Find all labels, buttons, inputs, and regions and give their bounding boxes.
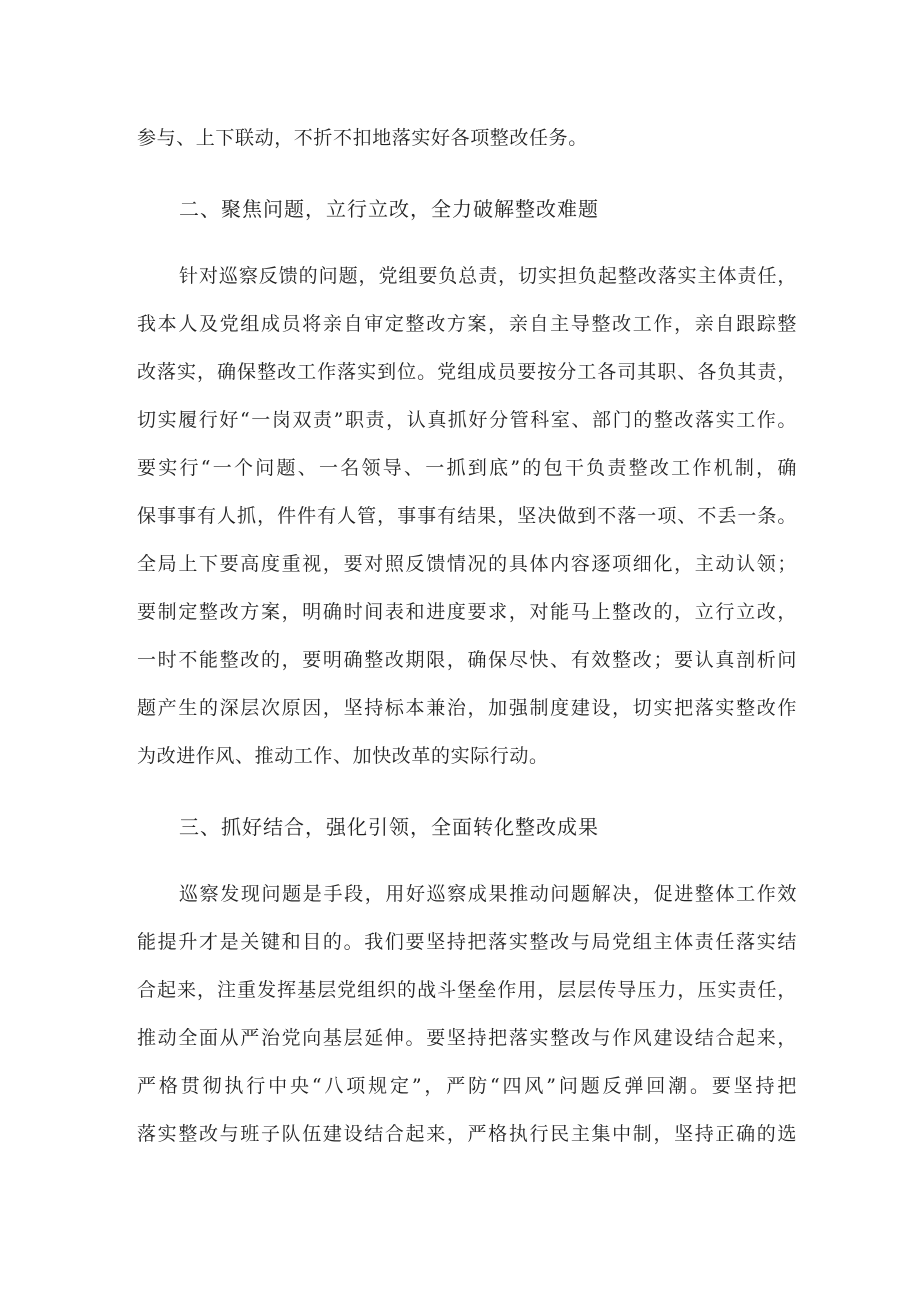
paragraph-line: 改落实，确保整改工作落实到位。党组成员要按分工各司其职、各负其责， — [137, 361, 797, 383]
paragraph-line: 参与、上下联动，不折不扣地落实好各项整改任务。 — [137, 127, 588, 149]
paragraph-line: 保事事有人抓，件件有人管，事事有结果，坚决做到不落一项、不丢一条。 — [137, 505, 797, 527]
paragraph-line: 能提升才是关键和目的。我们要坚持把落实整改与局党组主体责任落实结 — [137, 931, 797, 953]
paragraph-line: 我本人及党组成员将亲自审定整改方案，亲自主导整改工作，亲自跟踪整 — [137, 313, 797, 335]
paragraph-line: 题产生的深层次原因，坚持标本兼治，加强制度建设，切实把落实整改作 — [137, 697, 797, 719]
paragraph-line: 切实履行好“一岗双责”职责，认真抓好分管科室、部门的整改落实工作。 — [137, 409, 797, 431]
paragraph-line: 巡察发现问题是手段，用好巡察成果推动问题解决，促进整体工作效 — [179, 883, 797, 905]
paragraph-line: 严格贯彻执行中央“八项规定”，严防“四风”问题反弹回潮。要坚持把 — [137, 1075, 797, 1097]
section-heading-3: 三、抓好结合，强化引领，全面转化整改成果 — [179, 815, 599, 839]
paragraph-line: 要制定整改方案，明确时间表和进度要求，对能马上整改的，立行立改， — [137, 601, 797, 623]
paragraph-line: 针对巡察反馈的问题，党组要负总责，切实担负起整改落实主体责任， — [179, 265, 797, 287]
paragraph-line: 全局上下要高度重视，要对照反馈情况的具体内容逐项细化，主动认领； — [137, 553, 797, 575]
section-heading-2: 二、聚焦问题，立行立改，全力破解整改难题 — [179, 197, 599, 221]
paragraph-line: 一时不能整改的，要明确整改期限，确保尽快、有效整改；要认真剖析问 — [137, 649, 797, 671]
paragraph-line: 合起来，注重发挥基层党组织的战斗堡垒作用，层层传导压力，压实责任， — [137, 979, 797, 1001]
paragraph-line: 为改进作风、推动工作、加快改革的实际行动。 — [137, 745, 549, 767]
paragraph-line: 推动全面从严治党向基层延伸。要坚持把落实整改与作风建设结合起来， — [137, 1027, 797, 1049]
paragraph-line: 要实行“一个问题、一名领导、一抓到底”的包干负责整改工作机制，确 — [137, 457, 797, 479]
paragraph-line: 落实整改与班子队伍建设结合起来，严格执行民主集中制，坚持正确的选 — [137, 1123, 797, 1145]
